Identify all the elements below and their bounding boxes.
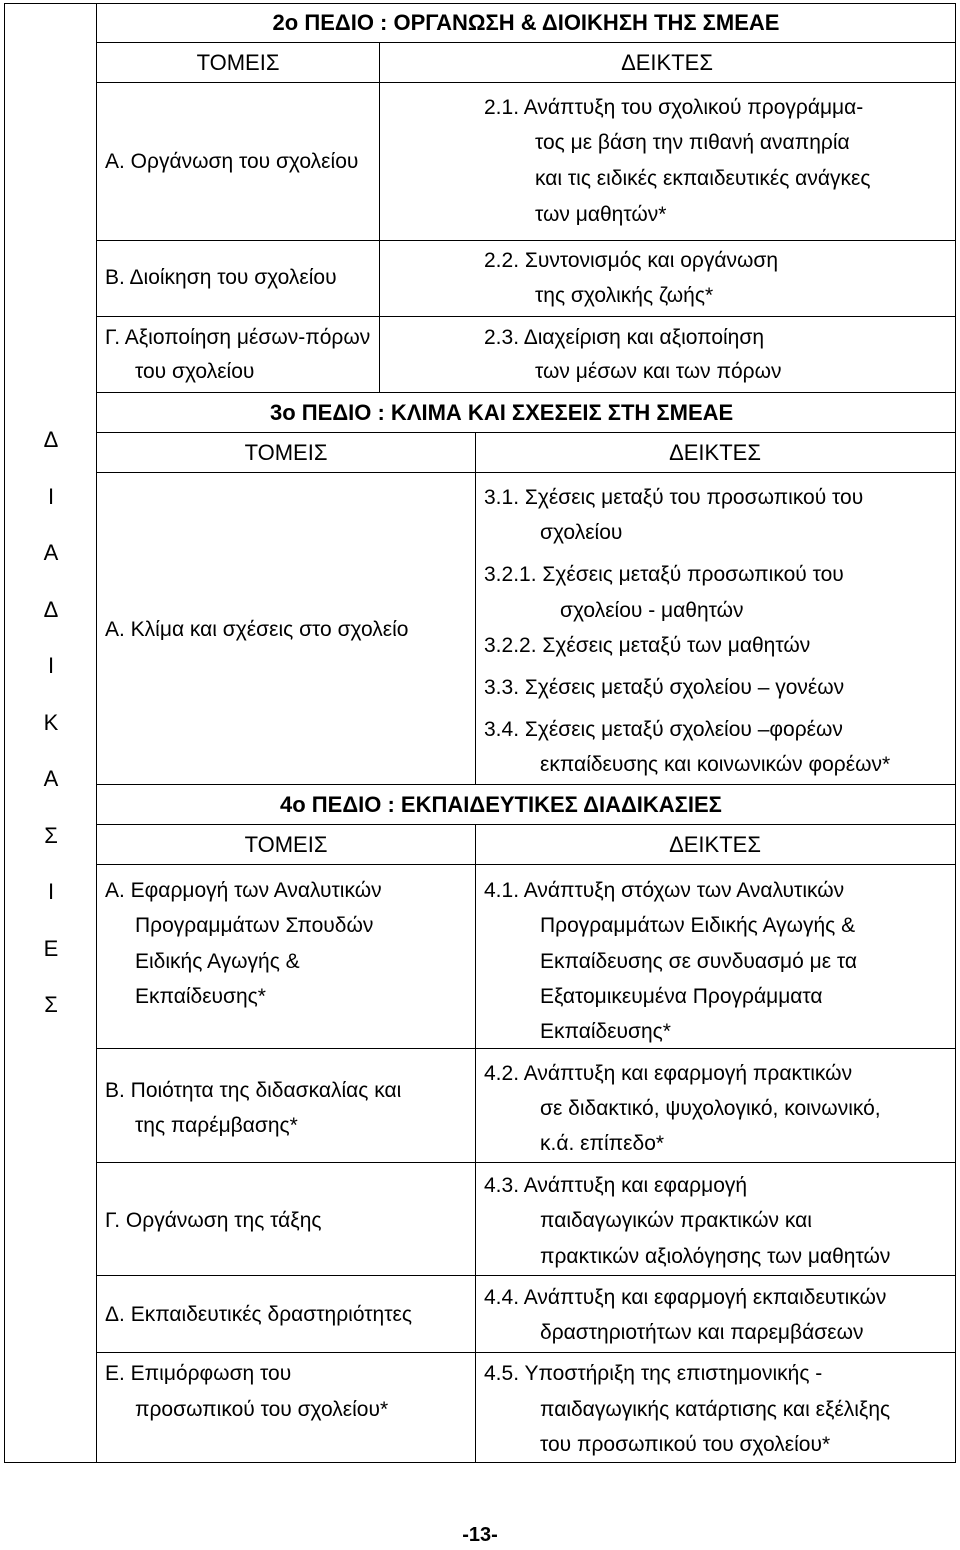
indicator-item: 3.3. Σχέσεις μεταξύ σχολείου – γονέων (484, 676, 845, 699)
indicator-item: 2.3. Διαχείριση και αξιοποίηση (484, 326, 765, 349)
side-letter: Ι (47, 483, 55, 509)
section-title: 2ο ΠΕΔΙΟ : ΟΡΓΑΝΩΣΗ & ΔΙΟΙΚΗΣΗ ΤΗΣ ΣΜΕΑΕ (272, 10, 780, 35)
sector-item: Εκπαίδευσης* (135, 985, 266, 1008)
column-header-indicators: ΔΕΙΚΤΕΣ (621, 50, 713, 75)
indicator-item: κ.ά. επίπεδο* (540, 1132, 665, 1155)
indicator-item: εκπαίδευσης και κοινωνικών φορέων* (540, 753, 891, 776)
row-divider (97, 316, 955, 317)
side-letter: Δ (43, 427, 59, 452)
indicator-item: του προσωπικού του σχολείου* (540, 1433, 831, 1456)
row-divider (97, 82, 955, 83)
indicator-item: πρακτικών αξιολόγησης των μαθητών (540, 1245, 891, 1268)
indicator-item: σχολείου - μαθητών (560, 599, 744, 622)
column-header-sectors: ΤΟΜΕΙΣ (244, 832, 328, 857)
column-header-sectors: ΤΟΜΕΙΣ (244, 440, 328, 465)
indicator-item: των μαθητών* (535, 203, 667, 226)
indicator-item: 3.4. Σχέσεις μεταξύ σχολείου –φορέων (484, 718, 843, 741)
sector-item: Α. Κλίμα και σχέσεις στο σχολείο (105, 618, 409, 641)
indicator-item: παιδαγωγικών πρακτικών και (540, 1209, 812, 1232)
sector-item: Ε. Επιμόρφωση του (105, 1362, 292, 1385)
section-title: 4ο ΠΕΔΙΟ : ΕΚΠΑΙΔΕΥΤΙΚΕΣ ΔΙΑΔΙΚΑΣΙΕΣ (280, 792, 722, 817)
column-header-indicators: ΔΕΙΚΤΕΣ (669, 832, 761, 857)
indicator-item: της σχολικής ζωής* (535, 284, 714, 307)
side-letter: Ι (47, 879, 55, 904)
column-header-sectors: ΤΟΜΕΙΣ (196, 50, 280, 75)
row-divider (97, 472, 955, 473)
row-divider (97, 1275, 955, 1276)
side-letter: Σ (44, 822, 58, 848)
indicator-item: 4.2. Ανάπτυξη και εφαρμογή πρακτικών (484, 1062, 853, 1085)
side-letter: Α (43, 540, 59, 565)
sector-item: Γ. Οργάνωση της τάξης (105, 1209, 322, 1232)
indicators-table (4, 3, 956, 1463)
sector-item: Β. Ποιότητα της διδασκαλίας και (105, 1079, 402, 1102)
side-letter: Κ (43, 709, 59, 735)
indicator-item: σε διδακτικό, ψυχολογικό, κοινωνικό, (540, 1097, 881, 1120)
section-title: 3ο ΠΕΔΙΟ : ΚΛΙΜΑ ΚΑΙ ΣΧΕΣΕΙΣ ΣΤΗ ΣΜΕΑΕ (270, 400, 734, 425)
indicator-item: σχολείου (540, 521, 623, 544)
indicator-item: 3.1. Σχέσεις μεταξύ του προσωπικού του (484, 486, 864, 509)
indicator-item: 4.5. Υποστήριξη της επιστημονικής - (484, 1362, 823, 1385)
sector-item: του σχολείου (135, 360, 255, 383)
sector-item: Δ. Εκπαιδευτικές δραστηριότητες (105, 1303, 412, 1326)
side-letter: Σ (44, 992, 58, 1017)
sector-item: Γ. Αξιοποίηση μέσων-πόρων (105, 326, 371, 349)
sector-item: Α. Εφαρμογή των Αναλυτικών (105, 879, 382, 902)
column-divider (475, 432, 476, 784)
side-letter: Α (43, 766, 59, 791)
sector-item: Ειδικής Αγωγής & (135, 950, 300, 973)
indicator-item: 4.4. Ανάπτυξη και εφαρμογή εκπαιδευτικών (484, 1286, 887, 1309)
column-divider (475, 824, 476, 1463)
sector-item: Προγραμμάτων Σπουδών (135, 914, 374, 937)
row-divider (97, 1162, 955, 1163)
side-letter: Ε (43, 935, 59, 961)
indicator-item: Εξατομικευμένα Προγράμματα (540, 985, 823, 1008)
side-label-diadikasies (5, 412, 97, 1034)
indicator-item: 4.3. Ανάπτυξη και εφαρμογή (484, 1174, 748, 1197)
indicator-item: παιδαγωγικής κατάρτισης και εξέλιξης (540, 1398, 891, 1421)
indicator-item: 3.2.1. Σχέσεις μεταξύ προσωπικού του (484, 563, 844, 586)
indicator-item: και τις ειδικές εκπαιδευτικές ανάγκες (535, 167, 871, 190)
indicator-item: δραστηριοτήτων και παρεμβάσεων (540, 1321, 864, 1344)
side-letter: Δ (43, 596, 59, 622)
row-divider (97, 784, 955, 785)
side-letter: Ι (47, 653, 55, 678)
indicator-item: Εκπαίδευσης* (540, 1020, 671, 1043)
row-divider (97, 392, 955, 393)
side-label-column (5, 4, 97, 1462)
indicator-item: Εκπαίδευσης σε συνδυασμό με τα (540, 950, 858, 973)
indicator-item: Προγραμμάτων Ειδικής Αγωγής & (540, 914, 856, 937)
row-divider (97, 1352, 955, 1353)
row-divider (97, 864, 955, 865)
column-divider (379, 42, 380, 392)
column-header-indicators: ΔΕΙΚΤΕΣ (669, 440, 761, 465)
indicator-item: 2.1. Ανάπτυξη του σχολικού προγράμμα- (484, 96, 864, 119)
row-divider (97, 240, 955, 241)
indicator-item: 4.1. Ανάπτυξη στόχων των Αναλυτικών (484, 879, 845, 902)
indicator-item: 2.2. Συντονισμός και οργάνωση (484, 249, 779, 272)
indicator-item: τος με βάση την πιθανή αναπηρία (535, 131, 850, 154)
indicator-item: 3.2.2. Σχέσεις μεταξύ των μαθητών (484, 634, 811, 657)
indicator-item: των μέσων και των πόρων (535, 360, 782, 383)
row-divider (97, 824, 955, 825)
row-divider (97, 1048, 955, 1049)
page-number: -13- (462, 1524, 498, 1546)
sector-item: προσωπικού του σχολείου* (135, 1398, 389, 1421)
sector-item: Β. Διοίκηση του σχολείου (105, 266, 337, 289)
sector-item: Α. Οργάνωση του σχολείου (105, 150, 359, 173)
row-divider (97, 432, 955, 433)
row-divider (97, 42, 955, 43)
sector-item: της παρέμβασης* (135, 1114, 298, 1137)
